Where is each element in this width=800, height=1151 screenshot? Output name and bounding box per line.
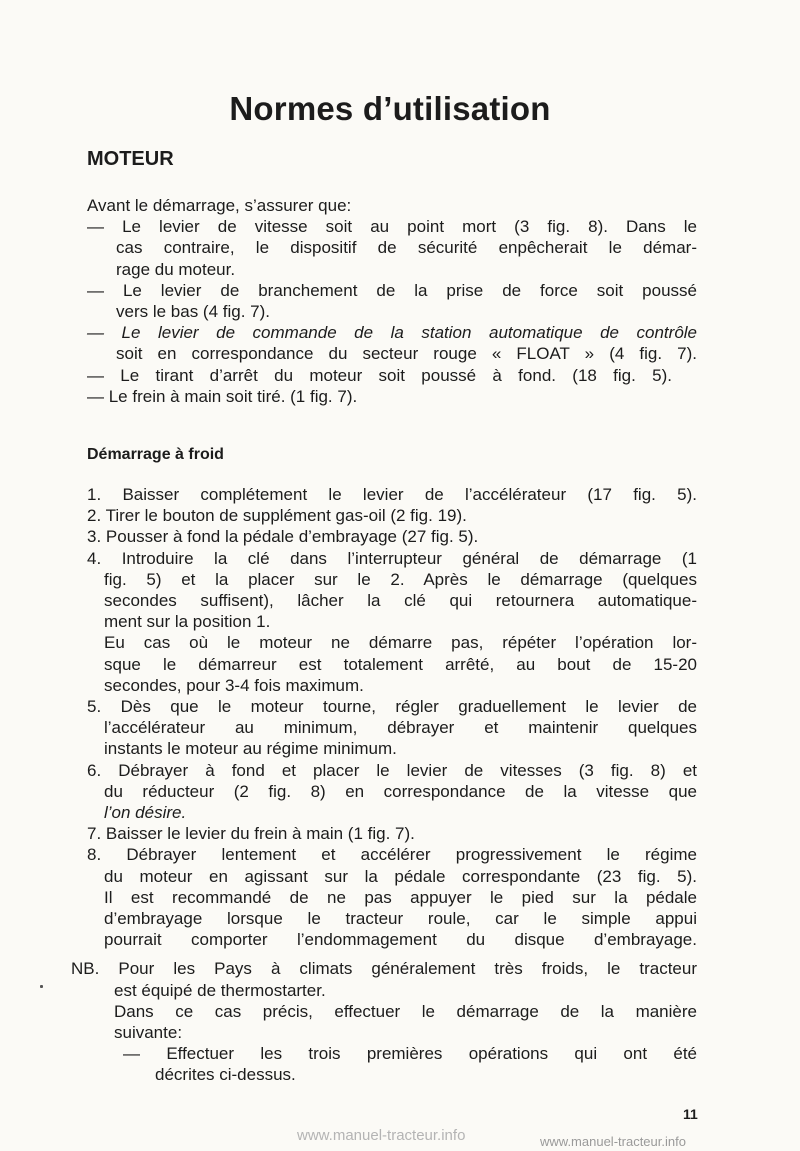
text-line: l’accélérateur au minimum, débrayer et maintenir quelques	[104, 718, 697, 738]
page-title: Normes d’utilisation	[229, 90, 551, 127]
text-line: soit en correspondance du secteur rouge « FLOAT » (4 fig. 7).	[116, 344, 697, 364]
demarrage-froid-text	[71, 484, 697, 1086]
text-line: — Le tirant d’arrêt du moteur soit poussé à fond. (18 fig. 5).	[87, 365, 672, 385]
watermark-right: www.manuel-tracteur.info	[540, 1134, 686, 1149]
text-line: 2. Tirer le bouton de supplément gas-oil (2 fig. 19).	[87, 506, 467, 526]
text-line: du réducteur (2 fig. 8) en correspondance de la vitesse que	[104, 781, 697, 801]
text-line: 5. Dès que le moteur tourne, régler graduellement le levier de	[87, 697, 697, 717]
text-line: — Effectuer les trois premières opérations qui ont été	[123, 1044, 697, 1064]
text-line: cas contraire, le dispositif de sécurité enpêcherait le démar-	[116, 238, 697, 258]
text-line: — Le levier de vitesse soit au point mort (3 fig. 8). Dans le	[87, 217, 697, 237]
text-line: 4. Introduire la clé dans l’interrupteur général de démarrage (1	[87, 548, 697, 568]
text-line: secondes, pour 3-4 fois maximum.	[104, 675, 364, 695]
scan-speck	[40, 985, 43, 988]
text-line: 6. Débrayer à fond et placer le levier de vitesses (3 fig. 8) et	[87, 760, 697, 780]
section-heading-demarrage-froid: Démarrage à froid	[87, 446, 224, 463]
text-line: suivante:	[114, 1023, 183, 1043]
text-line: 3. Pousser à fond la pédale d’embrayage (27 fig. 5).	[87, 527, 479, 547]
text-line: pourrait comporter l’endommagement du disque d’embrayage.	[104, 930, 697, 950]
text-line: — Le levier de branchement de la prise de force soit poussé	[87, 280, 697, 300]
text-line: décrites ci-dessus.	[155, 1065, 296, 1085]
text-line: ment sur la position 1.	[104, 612, 271, 632]
text-line: Dans ce cas précis, effectuer le démarrage de la manière	[114, 1001, 697, 1021]
text-line: 8. Débrayer lentement et accélérer progressivement le régime	[87, 845, 697, 865]
text-line: Eu cas où le moteur ne démarre pas, répéter l’opération lor-	[104, 633, 697, 653]
text-line: 1. Baisser complétement le levier de l’accélérateur (17 fig. 5).	[87, 485, 697, 504]
section-heading-moteur: MOTEUR	[87, 148, 174, 170]
text-line: rage du moteur.	[116, 259, 236, 279]
text-line: vers le bas (4 fig. 7).	[116, 302, 271, 322]
text-line: 7. Baisser le levier du frein à main (1 fig. 7).	[87, 824, 415, 844]
moteur-text	[87, 195, 697, 407]
text-line: du moteur en agissant sur la pédale correspondante (23 fig. 5).	[104, 866, 697, 886]
text-line: — Le frein à main soit tiré. (1 fig. 7).	[87, 386, 358, 406]
watermark-center: www.manuel-tracteur.info	[297, 1127, 466, 1144]
text-line: Avant le démarrage, s’assurer que:	[87, 196, 352, 215]
text-line: — Le levier de commande de la station automatique de contrôle	[87, 323, 697, 343]
text-line: NB. Pour les Pays à climats généralement très froids, le tracteur	[71, 959, 697, 979]
text-line: sque le démarreur est totalement arrêté, au bout de 15-20	[104, 654, 697, 674]
text-line: instants le moteur au régime minimum.	[104, 739, 397, 759]
text-line: est équipé de thermostarter.	[114, 980, 326, 1000]
text-line: Il est recommandé de ne pas appuyer le pied sur la pédale	[104, 887, 697, 907]
text-line: fig. 5) et la placer sur le 2. Après le démarrage (quelques	[104, 569, 697, 589]
text-line: d’embrayage lorsque le tracteur roule, car le simple appui	[104, 909, 697, 929]
text-line: secondes suffisent), lâcher la clé qui retournera automatique-	[104, 591, 697, 611]
text-line: l’on désire.	[104, 803, 187, 823]
page-number: 11	[683, 1106, 698, 1122]
